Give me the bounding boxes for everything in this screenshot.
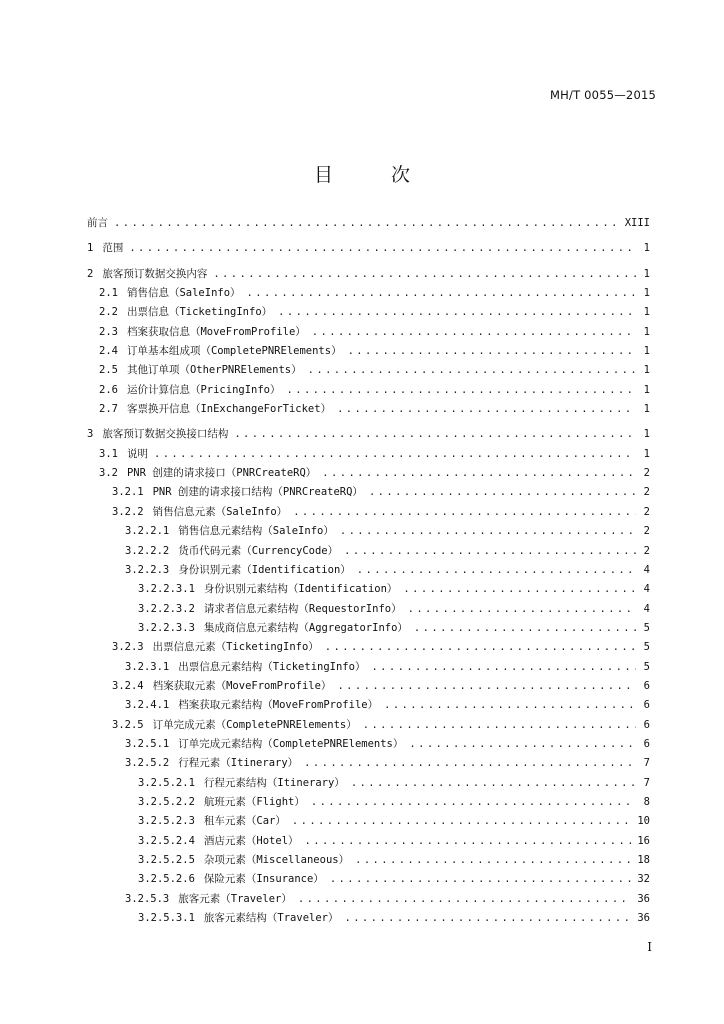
toc-leader-dots — [325, 638, 636, 657]
toc-leader-dots — [154, 445, 636, 464]
toc-entry-number: 3.2.2.3.2 — [138, 602, 195, 615]
toc-entry-number: 3.2.5.2.3 — [138, 815, 195, 828]
toc-entry-page: 2 — [643, 525, 650, 538]
toc-leader-dots — [414, 619, 636, 638]
toc-entry-label: 出票信息元素（TicketingInfo） — [152, 641, 319, 654]
toc-entry[interactable] — [87, 696, 650, 715]
toc-entry-page: XIII — [624, 217, 650, 229]
toc-leader-dots — [330, 870, 632, 889]
toc-entry-page: 1 — [643, 325, 650, 338]
toc-entry[interactable] — [87, 851, 650, 870]
toc-entry-label: 集成商信息元素结构（AggregatorInfo） — [203, 621, 408, 634]
toc-entry-label: 行程元素结构（Itinerary） — [203, 776, 345, 789]
toc-entry-page: 5 — [643, 660, 650, 673]
toc-entry-page: 1 — [643, 403, 650, 416]
toc-leader-dots — [355, 851, 631, 870]
toc-entry-page: 1 — [643, 287, 650, 300]
toc-entry-page: 1 — [643, 306, 650, 319]
toc-entry-number: 2.5 — [99, 364, 118, 377]
toc-entry-page: 1 — [643, 267, 650, 280]
toc-entry-label: 档案获取元素结构（MoveFromProfile） — [178, 699, 379, 712]
toc-entry-number: 3.2.2.1 — [125, 525, 170, 538]
toc-entry-label: 酒店元素（Hotel） — [203, 834, 299, 847]
toc-entry[interactable] — [87, 812, 650, 831]
toc-entry-label: 订单基本组成项（CompletePNRElements） — [126, 345, 342, 358]
toc-entry-page: 1 — [643, 447, 650, 460]
toc-leader-dots — [311, 793, 636, 812]
toc-leader-dots — [312, 323, 636, 342]
toc-entry-page: 5 — [643, 621, 650, 634]
toc-entry-page: 1 — [643, 428, 650, 441]
toc-leader-dots — [384, 696, 636, 715]
toc-entry-label: 保险元素（Insurance） — [203, 873, 324, 886]
toc-entry-label: 航班元素（Flight） — [203, 795, 305, 808]
toc-leader-dots — [213, 265, 636, 284]
toc-entry[interactable] — [87, 832, 650, 851]
toc-entry-label: 旅客预订数据交换接口结构 — [102, 428, 229, 441]
toc-entry[interactable] — [87, 542, 650, 561]
toc-entry-page: 32 — [637, 873, 650, 886]
toc-entry-label: 其他订单项（OtherPNRElements） — [126, 364, 302, 377]
toc-leader-dots — [344, 542, 636, 561]
toc-entry-label: 请求者信息元素结构（RequestorInfo） — [203, 602, 402, 615]
toc-entry-label: PNR 创建的请求接口（PNRCreateRQ） — [126, 467, 317, 480]
standard-code: MH/T 0055—2015 — [550, 88, 656, 102]
toc-entry-label: 旅客元素（Traveler） — [178, 892, 292, 905]
toc-entry-label: 销售信息（SaleInfo） — [126, 287, 241, 300]
toc-entry-number: 2 — [87, 267, 94, 280]
toc-entry-label: PNR 创建的请求接口结构（PNRCreateRQ） — [152, 486, 363, 499]
toc-entry-label: 说明 — [126, 447, 148, 460]
toc-entry-label: 行程元素（Itinerary） — [178, 757, 299, 770]
toc-entry-page: 2 — [643, 544, 650, 557]
toc-entry[interactable] — [87, 425, 650, 444]
toc-entry-number: 2.6 — [99, 383, 118, 396]
toc-entry-page: 1 — [643, 345, 650, 358]
toc-entry-label: 订单完成元素结构（CompletePNRElements） — [178, 737, 404, 750]
toc-entry[interactable] — [87, 445, 650, 464]
toc-entry-number: 3.2.5.2.1 — [138, 776, 195, 789]
toc-leader-dots — [287, 381, 636, 400]
toc-entry-number: 3.2.1 — [112, 486, 144, 499]
toc-entry-number: 3.2.5.2.5 — [138, 854, 195, 866]
toc-leader-dots — [363, 716, 636, 735]
toc-entry-number: 3.2.3.1 — [125, 660, 170, 673]
toc-entry-page: 7 — [643, 757, 650, 770]
toc-entry-page: 7 — [643, 776, 650, 789]
toc-entry-label: 出票信息（TicketingInfo） — [126, 306, 273, 319]
toc-leader-dots — [337, 400, 636, 419]
toc-entry-number: 3.2.2.3.1 — [138, 583, 195, 596]
toc-entry-page: 1 — [643, 383, 650, 396]
toc-entry-number: 3.2.4 — [112, 679, 144, 692]
toc-leader-dots — [298, 890, 632, 909]
toc-entry[interactable] — [87, 284, 650, 303]
toc-entry-page: 5 — [643, 641, 650, 654]
toc-entry-page: 1 — [643, 242, 650, 255]
toc-entry[interactable] — [87, 658, 650, 677]
toc-leader-dots — [348, 342, 636, 361]
toc-entry-page: 36 — [637, 912, 650, 925]
toc-entry-page: 2 — [643, 505, 650, 518]
toc-entry-number: 3.2.2.3.3 — [138, 621, 195, 634]
toc-leader-dots — [369, 483, 636, 502]
toc-leader-dots — [278, 303, 636, 322]
toc-entry-page: 4 — [643, 583, 650, 596]
toc-entry[interactable] — [87, 561, 650, 580]
toc-entry-page: 4 — [643, 563, 650, 576]
toc-entry-number: 3.2.2.3 — [125, 563, 170, 576]
toc-leader-dots — [305, 832, 632, 851]
toc-entry[interactable] — [87, 580, 650, 599]
toc-leader-dots — [292, 812, 631, 831]
toc-entry[interactable] — [87, 619, 650, 638]
toc-entry[interactable] — [87, 754, 650, 773]
toc-entry-page: 6 — [643, 699, 650, 712]
toc-entry[interactable] — [87, 342, 650, 361]
toc-entry-page: 1 — [643, 364, 650, 377]
toc-entry[interactable] — [87, 600, 650, 619]
toc-entry-label: 身份识别元素结构（Identification） — [203, 583, 398, 596]
toc-entry[interactable] — [87, 361, 650, 380]
table-of-contents — [87, 214, 650, 928]
toc-leader-dots — [129, 239, 636, 258]
toc-entry-number: 3.2.5.2.2 — [138, 795, 195, 808]
toc-entry-page: 18 — [637, 854, 650, 866]
toc-entry-number: 2.3 — [99, 325, 118, 338]
toc-leader-dots — [408, 600, 636, 619]
toc-entry[interactable] — [87, 323, 650, 342]
toc-leader-dots — [371, 658, 636, 677]
toc-entry-number: 3.1 — [99, 447, 118, 460]
toc-leader-dots — [357, 561, 636, 580]
toc-entry-page: 6 — [643, 718, 650, 731]
toc-entry[interactable] — [87, 890, 650, 909]
toc-entry-number: 3.2.3 — [112, 641, 144, 654]
toc-entry-number: 3.2.5.3.1 — [138, 912, 195, 925]
toc-entry[interactable] — [87, 239, 650, 258]
toc-entry-label: 租车元素（Car） — [203, 815, 286, 828]
toc-entry-page: 8 — [643, 795, 650, 808]
toc-entry-number: 3.2.5 — [112, 718, 144, 731]
toc-leader-dots — [337, 677, 636, 696]
page-number: I — [647, 940, 652, 954]
toc-title: 目 次 — [313, 164, 437, 186]
toc-entry-number: 2.4 — [99, 345, 118, 358]
toc-entry-number: 3.2.4.1 — [125, 699, 170, 712]
toc-leader-dots — [114, 214, 619, 233]
toc-entry-label: 旅客预订数据交换内容 — [102, 267, 208, 280]
toc-entry[interactable] — [87, 483, 650, 502]
toc-leader-dots — [340, 522, 636, 541]
toc-leader-dots — [351, 774, 636, 793]
toc-entry[interactable] — [87, 735, 650, 754]
toc-entry-label: 杂项元素（Miscellaneous） — [203, 854, 350, 866]
toc-entry-label: 销售信息元素（SaleInfo） — [152, 505, 288, 518]
toc-entry-number: 3 — [87, 428, 94, 441]
toc-entry-label: 旅客元素结构（Traveler） — [203, 912, 339, 925]
toc-entry[interactable] — [87, 503, 650, 522]
toc-entry-page: 6 — [643, 737, 650, 750]
toc-entry-number: 3.2 — [99, 467, 118, 480]
toc-entry[interactable] — [87, 522, 650, 541]
toc-entry[interactable] — [87, 303, 650, 322]
toc-leader-dots — [344, 909, 631, 928]
toc-entry[interactable] — [87, 716, 650, 735]
toc-entry[interactable] — [87, 400, 650, 419]
toc-entry[interactable] — [87, 793, 650, 812]
toc-entry-label: 前言 — [87, 217, 108, 229]
toc-entry-page: 36 — [637, 892, 650, 905]
toc-entry[interactable] — [87, 214, 650, 233]
toc-entry-number: 3.2.5.2.4 — [138, 834, 195, 847]
toc-entry-number: 3.2.5.1 — [125, 737, 170, 750]
toc-leader-dots — [308, 361, 636, 380]
toc-entry-number: 3.2.5.2 — [125, 757, 170, 770]
toc-entry[interactable] — [87, 909, 650, 928]
toc-leader-dots — [247, 284, 636, 303]
toc-entry-number: 2.7 — [99, 403, 118, 416]
toc-entry-page: 2 — [643, 467, 650, 480]
toc-entry[interactable] — [87, 464, 650, 483]
toc-entry[interactable] — [87, 638, 650, 657]
toc-entry-label: 出票信息元素结构（TicketingInfo） — [178, 660, 366, 673]
toc-entry[interactable] — [87, 774, 650, 793]
toc-entry-label: 运价计算信息（PricingInfo） — [126, 383, 281, 396]
toc-entry[interactable] — [87, 677, 650, 696]
toc-leader-dots — [409, 735, 636, 754]
toc-entry-page: 6 — [643, 679, 650, 692]
toc-entry-label: 身份识别元素（Identification） — [178, 563, 351, 576]
toc-entry-label: 销售信息元素结构（SaleInfo） — [178, 525, 334, 538]
toc-entry-label: 档案获取元素（MoveFromProfile） — [152, 679, 332, 692]
toc-entry-page: 16 — [637, 834, 650, 847]
toc-entry-page: 4 — [643, 602, 650, 615]
toc-entry-number: 2.1 — [99, 287, 118, 300]
toc-entry-number: 3.2.5.3 — [125, 892, 170, 905]
toc-entry-number: 3.2.2.2 — [125, 544, 170, 557]
toc-leader-dots — [234, 425, 636, 444]
toc-entry[interactable] — [87, 381, 650, 400]
toc-leader-dots — [403, 580, 636, 599]
toc-entry-page: 2 — [643, 486, 650, 499]
toc-entry[interactable] — [87, 870, 650, 889]
toc-leader-dots — [293, 503, 636, 522]
toc-entry[interactable] — [87, 265, 650, 284]
toc-entry-label: 档案获取信息（MoveFromProfile） — [126, 325, 306, 338]
toc-entry-label: 客票换开信息（InExchangeForTicket） — [126, 403, 332, 416]
toc-entry-number: 3.2.5.2.6 — [138, 873, 195, 886]
toc-entry-label: 范围 — [102, 242, 124, 255]
toc-entry-number: 2.2 — [99, 306, 118, 319]
toc-entry-label: 订单完成元素（CompletePNRElements） — [152, 718, 357, 731]
toc-leader-dots — [322, 464, 636, 483]
toc-entry-label: 货币代码元素（CurrencyCode） — [178, 544, 339, 557]
toc-entry-number: 3.2.2 — [112, 505, 144, 518]
toc-entry-page: 10 — [637, 815, 650, 828]
toc-leader-dots — [304, 754, 636, 773]
toc-entry-number: 1 — [87, 242, 94, 255]
